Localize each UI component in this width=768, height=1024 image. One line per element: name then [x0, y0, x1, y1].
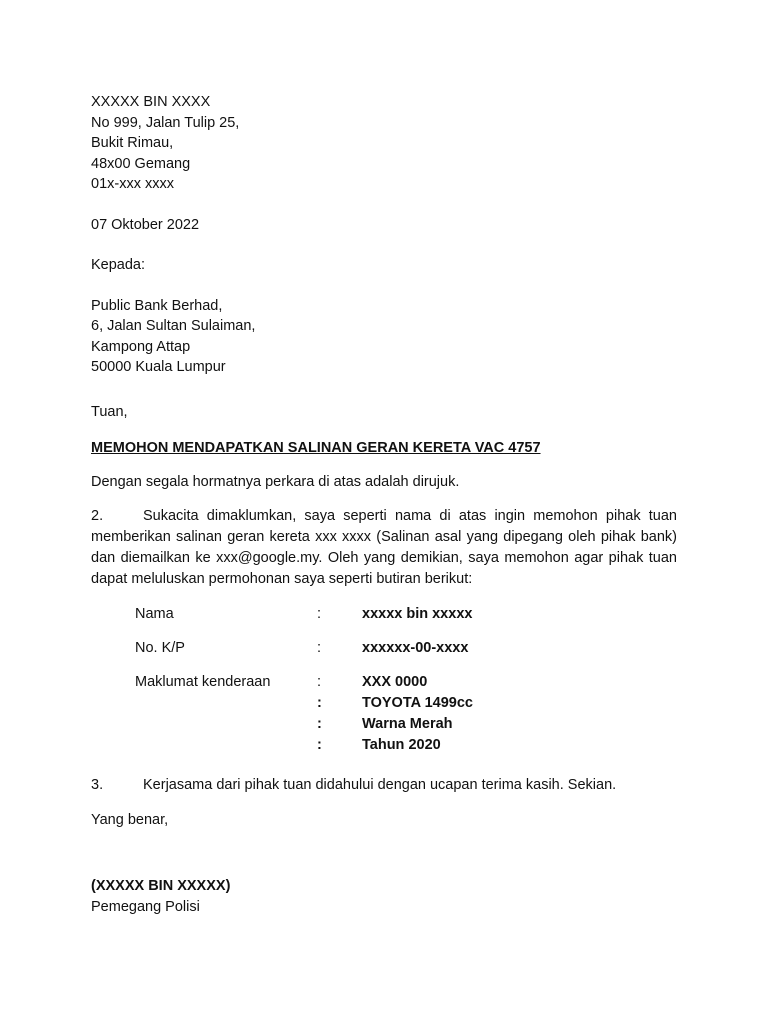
detail-value: xxxxxx-00-xxxx: [362, 639, 469, 656]
paragraph-text: Sukacita dimaklumkan, saya seperti nama di atas ingin memohon pihak tuan: [143, 508, 677, 524]
salutation: Tuan,: [91, 403, 128, 420]
detail-value: Warna Merah: [362, 715, 453, 732]
recipient-address-line: 6, Jalan Sultan Sulaiman,: [91, 318, 256, 334]
paragraph-number: 2.: [91, 508, 104, 524]
detail-row-vehicle: [135, 713, 677, 734]
paragraph-text: dapat meluluskan permohonan saya seperti butiran berikut:: [91, 571, 473, 587]
detail-value: XXX 0000: [362, 673, 428, 690]
recipient-address-line: Kampong Attap: [91, 338, 191, 355]
detail-value: TOYOTA 1499cc: [362, 694, 473, 711]
sender-address-line: No 999, Jalan Tulip 25,: [91, 114, 240, 131]
detail-colon: :: [317, 639, 322, 656]
recipient-name: Public Bank Berhad,: [91, 297, 223, 314]
detail-value: Tahun 2020: [362, 736, 441, 753]
detail-colon: :: [317, 715, 322, 732]
letter-subject: MEMOHON MENDAPATKAN SALINAN GERAN KERETA VAC 4757: [91, 440, 541, 456]
sender-block: [91, 92, 677, 195]
detail-label: Maklumat kenderaan: [135, 673, 271, 690]
to-label: Kepada:: [91, 257, 146, 273]
sender-name: XXXXX BIN XXXX: [91, 94, 211, 110]
detail-row-vehicle: [135, 692, 677, 713]
details-table: [135, 603, 677, 755]
recipient-block: [91, 296, 677, 378]
sender-address-line: 48x00 Gemang: [91, 155, 191, 172]
sender-address-line: Bukit Rimau,: [91, 135, 174, 151]
paragraph-text: dan diemailkan ke xxx@google.my. Oleh yang demikian, saya memohon agar pihak tuan: [91, 550, 677, 566]
detail-value: xxxxx bin xxxxx: [362, 605, 473, 622]
paragraph-3: [91, 775, 677, 796]
signature-title: Pemegang Polisi: [91, 898, 200, 915]
paragraph-number: 3.: [91, 777, 104, 793]
detail-colon: :: [317, 673, 322, 690]
detail-label: No. K/P: [135, 639, 185, 656]
detail-label: Nama: [135, 605, 174, 622]
detail-colon: :: [317, 694, 322, 711]
detail-colon: :: [317, 605, 322, 622]
detail-colon: :: [317, 736, 322, 753]
closing: Yang benar,: [91, 811, 169, 828]
detail-row-vehicle: [135, 734, 677, 755]
paragraph-text: Kerjasama dari pihak tuan didahului dengan ucapan terima kasih. Sekian.: [143, 777, 617, 793]
letter-date: 07 Oktober 2022: [91, 216, 200, 233]
detail-row-vehicle: [135, 671, 677, 692]
detail-row-ic: [135, 637, 677, 658]
detail-row-name: [135, 603, 677, 624]
paragraph-2: [91, 506, 677, 590]
intro-paragraph: Dengan segala hormatnya perkara di atas adalah dirujuk.: [91, 473, 460, 490]
paragraph-text: memberikan salinan geran kereta xxx xxxx (Salinan asal yang dipegang oleh pihak bank): [91, 529, 677, 545]
recipient-address-line: 50000 Kuala Lumpur: [91, 359, 226, 375]
sender-phone: 01x-xxx xxxx: [91, 176, 174, 192]
signature-name: (XXXXX BIN XXXXX): [91, 878, 231, 894]
